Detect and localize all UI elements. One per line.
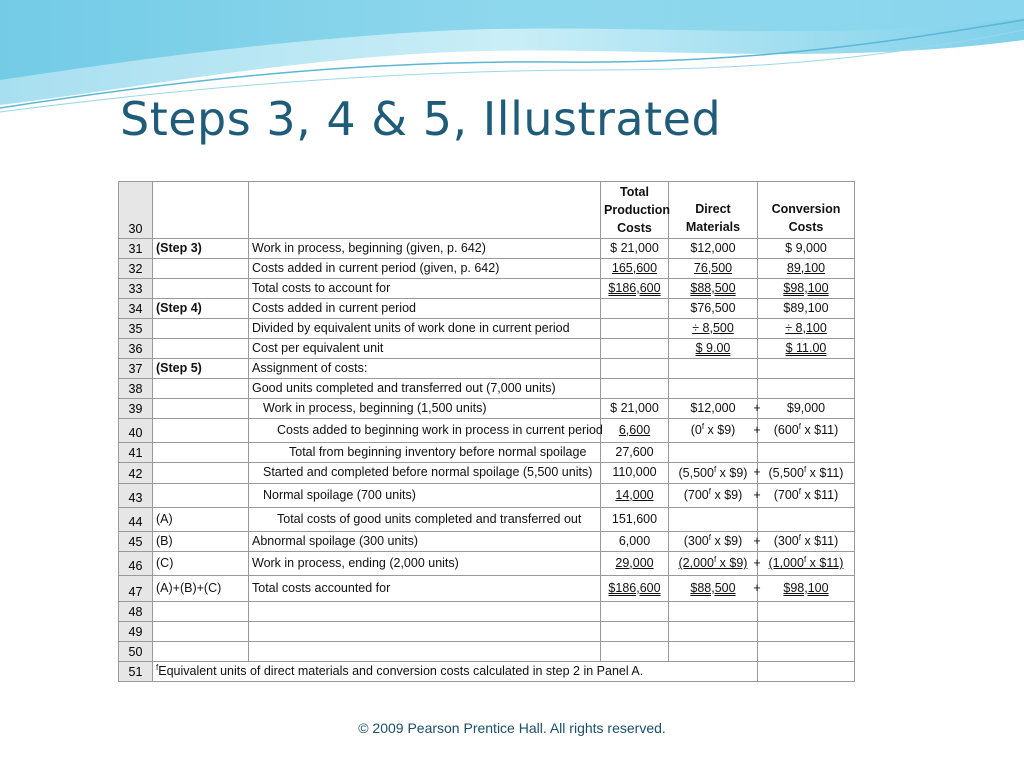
- row-number: 45: [119, 532, 153, 552]
- row-number: 42: [119, 463, 153, 484]
- total-production-costs-cell: [601, 508, 669, 532]
- units-value: (1,000: [768, 556, 804, 571]
- footnote-body: Equivalent units of direct materials and conversion costs calculated in step 2 in Panel A.: [158, 664, 644, 679]
- amount: $186,600: [608, 580, 661, 595]
- description-cell: Good units completed and transferred out (7,000 units): [249, 379, 601, 399]
- plus-sign: +: [753, 422, 761, 437]
- amount: $98,100: [783, 280, 829, 295]
- conversion-costs-cell: [758, 622, 855, 642]
- empty-cell: [758, 662, 855, 682]
- header-total-production-costs: Total Production Costs: [601, 182, 669, 239]
- conversion-costs-cell: [758, 259, 855, 279]
- direct-materials-cell: [669, 319, 758, 339]
- spreadsheet-table: [118, 181, 855, 682]
- description-cell: Started and completed before normal spoilage (5,500 units): [249, 463, 601, 484]
- description-cell: Work in process, ending (2,000 units): [249, 552, 601, 576]
- conversion-costs-cell: [758, 602, 855, 622]
- rate-value: x $9): [704, 423, 736, 438]
- step-label: (A)+(B)+(C): [153, 576, 249, 602]
- units-value: (600: [773, 423, 799, 438]
- step-label: (Step 3): [153, 239, 249, 259]
- direct-materials-cell: [669, 259, 758, 279]
- rate-value: x $11): [800, 534, 839, 549]
- total-production-costs-cell: [601, 339, 669, 359]
- table-row: [119, 484, 855, 508]
- units-value: (700: [773, 488, 799, 503]
- total-production-costs-cell: [601, 642, 669, 662]
- equiv-unit-expression: [684, 534, 743, 548]
- header-conversion-costs: Conversion Costs: [758, 182, 855, 239]
- conversion-costs-cell: [753, 576, 855, 602]
- total-production-costs-cell: [601, 484, 669, 508]
- footnote-marker: f: [701, 422, 705, 432]
- row-number: 37: [119, 359, 153, 379]
- amount: 6,000: [618, 533, 651, 548]
- description-cell: Total costs accounted for: [249, 576, 601, 602]
- plus-sign: +: [753, 400, 761, 415]
- direct-materials-cell: [669, 552, 758, 576]
- row-number: 32: [119, 259, 153, 279]
- amount: $12,000: [690, 240, 736, 255]
- direct-materials-cell: [669, 239, 758, 259]
- amount: $88,500: [690, 280, 736, 295]
- footnote-marker: f: [798, 533, 801, 543]
- direct-materials-cell: [669, 279, 758, 299]
- equiv-unit-expression: [774, 423, 839, 437]
- description-cell: [249, 642, 601, 662]
- equiv-unit-expression: [684, 488, 743, 502]
- header-direct-materials: Direct Materials: [669, 182, 758, 239]
- conversion-costs-cell: [758, 299, 855, 319]
- step-label: [153, 319, 249, 339]
- total-production-costs-cell: [601, 239, 669, 259]
- copyright-notice: © 2009 Pearson Prentice Hall. All rights reserved.: [358, 720, 666, 736]
- units-value: (700: [683, 488, 709, 503]
- amount: $ 21,000: [610, 400, 659, 415]
- description-cell: Total costs to account for: [249, 279, 601, 299]
- equiv-unit-expression: [679, 556, 748, 570]
- direct-materials-cell: [669, 642, 758, 662]
- direct-materials-cell: [669, 576, 758, 602]
- amount: $186,600: [608, 280, 661, 295]
- table-row: [119, 399, 855, 419]
- footnote-marker: f: [713, 555, 717, 565]
- table-row: [119, 239, 855, 259]
- footnote-row: [119, 662, 855, 682]
- amount: $ 9,000: [785, 240, 827, 255]
- rate-value: x $9): [716, 465, 748, 480]
- units-value: (0: [690, 423, 702, 438]
- footnote-marker: f: [156, 663, 159, 673]
- rate-value: x $9): [716, 556, 748, 571]
- row-number: 50: [119, 642, 153, 662]
- equiv-unit-expression: [774, 488, 839, 502]
- direct-materials-cell: [669, 399, 758, 419]
- step-label: [153, 339, 249, 359]
- step-label: [153, 602, 249, 622]
- step-label: [153, 399, 249, 419]
- direct-materials-cell: [669, 484, 758, 508]
- row-number: 40: [119, 419, 153, 443]
- plus-sign: +: [753, 533, 761, 548]
- step-label: [153, 259, 249, 279]
- total-production-costs-cell: [601, 319, 669, 339]
- table-row: [119, 379, 855, 399]
- conversion-costs-cell: [753, 532, 855, 552]
- conversion-costs-cell: [753, 463, 855, 484]
- total-production-costs-cell: [601, 359, 669, 379]
- total-production-costs-cell: [601, 602, 669, 622]
- plus-sign: +: [753, 555, 761, 570]
- table-row: [119, 259, 855, 279]
- conversion-costs-cell: [758, 359, 855, 379]
- table-row: [119, 359, 855, 379]
- direct-materials-cell: [669, 359, 758, 379]
- description-cell: [249, 622, 601, 642]
- total-production-costs-cell: [601, 379, 669, 399]
- plus-sign: +: [753, 487, 761, 502]
- step-label: [153, 419, 249, 443]
- step-label: (Step 5): [153, 359, 249, 379]
- slide-title: Steps 3, 4 & 5, Illustrated: [120, 92, 722, 146]
- step-label: (B): [153, 532, 249, 552]
- rate-value: x $11): [806, 556, 844, 571]
- description-cell: Cost per equivalent unit: [249, 339, 601, 359]
- row-number: 44: [119, 508, 153, 532]
- row-number: 35: [119, 319, 153, 339]
- units-value: (2,000: [678, 556, 714, 571]
- table-row: [119, 552, 855, 576]
- plus-sign: +: [753, 465, 761, 480]
- row-number: 36: [119, 339, 153, 359]
- units-value: (300: [773, 534, 799, 549]
- conversion-costs-cell: [758, 339, 855, 359]
- empty-cell: [153, 182, 249, 239]
- conversion-costs-cell: [758, 508, 855, 532]
- row-number: 51: [119, 662, 153, 682]
- row-number: 38: [119, 379, 153, 399]
- table-row: [119, 576, 855, 602]
- total-production-costs-cell: [601, 622, 669, 642]
- description-cell: Work in process, beginning (given, p. 642): [249, 239, 601, 259]
- rate-value: x $11): [800, 423, 839, 438]
- conversion-costs-cell: [753, 419, 855, 443]
- table-row: [119, 279, 855, 299]
- direct-materials-cell: [669, 379, 758, 399]
- row-number: 34: [119, 299, 153, 319]
- amount: $88,500: [690, 580, 736, 595]
- table-row: [119, 642, 855, 662]
- amount: 27,600: [615, 444, 654, 459]
- equiv-unit-expression: [679, 466, 748, 480]
- rate-value: x $9): [711, 488, 743, 503]
- description-cell: Costs added in current period: [249, 299, 601, 319]
- table-row: [119, 419, 855, 443]
- amount: 89,100: [786, 260, 826, 275]
- description-cell: Total costs of good units completed and transferred out: [249, 508, 601, 532]
- total-production-costs-cell: [601, 576, 669, 602]
- footnote-marker: f: [803, 464, 807, 474]
- step-label: [153, 379, 249, 399]
- units-value: (300: [683, 534, 709, 549]
- step-label: [153, 443, 249, 463]
- rate-value: x $11): [806, 465, 844, 480]
- step-label: (C): [153, 552, 249, 576]
- table-row: [119, 602, 855, 622]
- footnote-text: [153, 662, 758, 682]
- amount: $89,100: [783, 300, 829, 315]
- total-production-costs-cell: [601, 463, 669, 484]
- table-row: [119, 622, 855, 642]
- row-number: 47: [119, 576, 153, 602]
- description-cell: Normal spoilage (700 units): [249, 484, 601, 508]
- amount: $76,500: [690, 300, 736, 315]
- amount: 6,600: [618, 422, 651, 437]
- amount: 14,000: [615, 487, 654, 502]
- equiv-unit-expression: [769, 556, 844, 570]
- direct-materials-cell: [669, 299, 758, 319]
- table-row: [119, 463, 855, 484]
- direct-materials-cell: [669, 339, 758, 359]
- table-row: [119, 319, 855, 339]
- column-header-row: [119, 182, 855, 239]
- empty-cell: [249, 182, 601, 239]
- step-label: [153, 622, 249, 642]
- amount: 76,500: [693, 260, 733, 275]
- direct-materials-cell: [669, 419, 758, 443]
- table-row: [119, 532, 855, 552]
- total-production-costs-cell: [601, 532, 669, 552]
- direct-materials-cell: [669, 532, 758, 552]
- step-label: (Step 4): [153, 299, 249, 319]
- conversion-costs-cell: [758, 379, 855, 399]
- total-production-costs-cell: [601, 419, 669, 443]
- amount: 110,000: [612, 465, 657, 480]
- direct-materials-cell: [669, 622, 758, 642]
- row-number: 39: [119, 399, 153, 419]
- row-number: 48: [119, 602, 153, 622]
- footnote-marker: f: [708, 487, 711, 497]
- description-cell: Abnormal spoilage (300 units): [249, 532, 601, 552]
- equiv-unit-expression: [769, 466, 844, 480]
- amount: $98,100: [783, 580, 829, 595]
- amount: $9,000: [786, 400, 826, 415]
- equiv-unit-expression: [691, 423, 736, 437]
- conversion-costs-cell: [758, 642, 855, 662]
- footnote-marker: f: [798, 422, 801, 432]
- plus-sign: +: [753, 580, 761, 595]
- equiv-unit-expression: [774, 534, 839, 548]
- footnote-marker: f: [708, 533, 711, 543]
- amount: ÷ 8,500: [692, 320, 734, 335]
- conversion-costs-cell: [758, 319, 855, 339]
- row-number: 46: [119, 552, 153, 576]
- amount: 151,600: [611, 511, 658, 526]
- row-number: 41: [119, 443, 153, 463]
- step-label: [153, 642, 249, 662]
- conversion-costs-cell: [758, 279, 855, 299]
- table-row: [119, 443, 855, 463]
- conversion-costs-cell: [758, 239, 855, 259]
- conversion-costs-cell: [753, 484, 855, 508]
- description-cell: Assignment of costs:: [249, 359, 601, 379]
- amount: $ 9.00: [695, 340, 731, 355]
- table-row: [119, 299, 855, 319]
- total-production-costs-cell: [601, 259, 669, 279]
- table-row: [119, 339, 855, 359]
- description-cell: Divided by equivalent units of work done in current period: [249, 319, 601, 339]
- amount: $12,000: [690, 400, 736, 415]
- description-cell: Costs added to beginning work in process in current period: [249, 419, 601, 443]
- direct-materials-cell: [669, 602, 758, 622]
- rate-value: x $11): [800, 488, 839, 503]
- step-label: [153, 279, 249, 299]
- row-number: 49: [119, 622, 153, 642]
- total-production-costs-cell: [601, 443, 669, 463]
- units-value: (5,500: [678, 465, 714, 480]
- rate-value: x $9): [711, 534, 743, 549]
- direct-materials-cell: [669, 443, 758, 463]
- row-number: 31: [119, 239, 153, 259]
- description-cell: Total from beginning inventory before normal spoilage: [249, 443, 601, 463]
- direct-materials-cell: [669, 508, 758, 532]
- direct-materials-cell: [669, 463, 758, 484]
- total-production-costs-cell: [601, 552, 669, 576]
- step-label: [153, 463, 249, 484]
- footnote-marker: f: [713, 464, 717, 474]
- amount: $ 21,000: [610, 240, 659, 255]
- row-number: 43: [119, 484, 153, 508]
- row-number: 33: [119, 279, 153, 299]
- footnote-marker: f: [803, 555, 807, 565]
- conversion-costs-cell: [758, 443, 855, 463]
- table-row: [119, 508, 855, 532]
- description-cell: Work in process, beginning (1,500 units): [249, 399, 601, 419]
- conversion-costs-cell: [753, 399, 855, 419]
- description-cell: Costs added in current period (given, p. 642): [249, 259, 601, 279]
- amount: 165,600: [611, 260, 658, 275]
- total-production-costs-cell: [601, 279, 669, 299]
- row-number: 30: [119, 182, 153, 239]
- conversion-costs-cell: [753, 552, 855, 576]
- amount: ÷ 8,100: [785, 320, 827, 335]
- amount: $ 11.00: [785, 340, 827, 355]
- units-value: (5,500: [768, 465, 804, 480]
- step-label: [153, 484, 249, 508]
- footnote-marker: f: [798, 487, 801, 497]
- amount: 29,000: [615, 555, 654, 570]
- description-cell: [249, 602, 601, 622]
- total-production-costs-cell: [601, 399, 669, 419]
- total-production-costs-cell: [601, 299, 669, 319]
- step-label: (A): [153, 508, 249, 532]
